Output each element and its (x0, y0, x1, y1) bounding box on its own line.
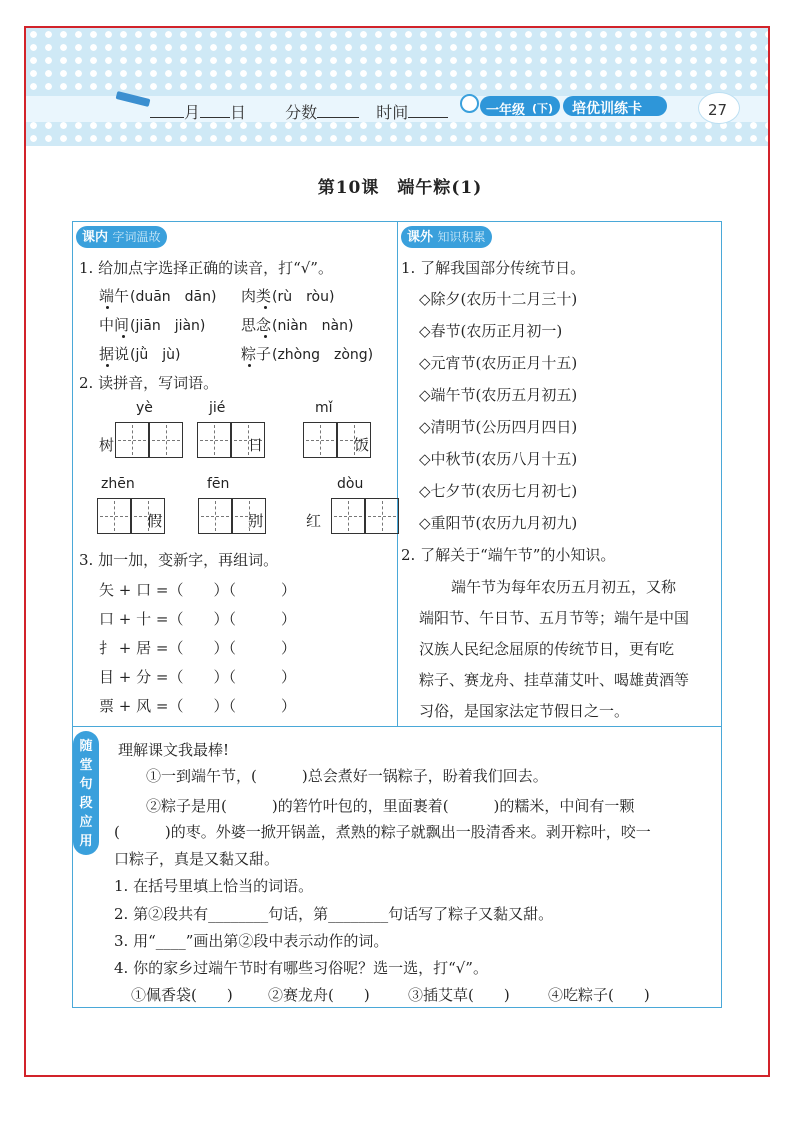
side-tag-char: 句 (79, 777, 93, 792)
option-4[interactable]: ④吃粽子( ) (548, 986, 650, 1004)
festival-item: ◇元宵节(农历正月十五) (419, 354, 578, 372)
writing-grid-cell[interactable] (197, 422, 231, 458)
writing-grid-cell[interactable] (331, 498, 365, 534)
q3-prompt: 3. 加一加，变新字，再组词。 (79, 551, 279, 569)
score-blank[interactable] (317, 103, 359, 118)
time-label: 时间 (376, 103, 409, 122)
score-label: 分数 (285, 103, 318, 122)
date-score-time-line (150, 100, 448, 123)
q2-char-3: 饭 (354, 436, 370, 454)
q1-pinyin-1[interactable]: (duān dān) (130, 289, 217, 305)
month-label: 月 (184, 103, 201, 122)
knowledge-line: 粽子、赛龙舟、挂草蒲艾叶、喝雄黄酒等 (419, 671, 690, 689)
q2-char-2: 日 (248, 436, 264, 454)
right-tag-sub: 知识积累 (437, 230, 486, 244)
side-tag-char: 段 (79, 796, 93, 811)
knowledge-line: 端阳节、午日节、五月节等；端午是中国 (419, 609, 690, 627)
writing-grid-cell[interactable] (115, 422, 149, 458)
writing-grid-cell[interactable] (149, 422, 183, 458)
q1-word-3: 中间 (99, 316, 130, 334)
q1-word-2: 肉类 (241, 287, 272, 305)
lesson-title: 第10课 端午粽(1) (317, 178, 483, 198)
q1-pinyin-3[interactable]: (jiān jiàn) (130, 318, 206, 334)
q2-pinyin-3: mǐ (315, 400, 333, 416)
q2-char-6: 红 (306, 512, 322, 530)
left-section-tag (76, 226, 167, 248)
page-number: 27 (708, 101, 728, 119)
q1-pinyin-2[interactable]: (rù ròu) (272, 289, 335, 305)
festival-item: ◇七夕节(农历七月初七) (419, 482, 578, 500)
festival-item: ◇端午节(农历五月初五) (419, 386, 578, 404)
emphasis-dot (264, 335, 267, 338)
festival-item: ◇中秋节(农历八月十五) (419, 450, 578, 468)
q2-char-4: 假 (147, 512, 163, 530)
writing-grid-cell[interactable] (303, 422, 337, 458)
clock-icon (460, 94, 479, 113)
q1-pinyin-6[interactable]: (zhòng zòng) (272, 347, 374, 363)
passage-line: 口粽子，真是又黏又甜。 (114, 850, 280, 868)
day-label: 日 (230, 103, 247, 122)
q1-prompt: 1. 给加点字选择正确的读音，打“√”。 (79, 259, 333, 277)
emphasis-dot (106, 364, 109, 367)
emphasis-dot (248, 364, 251, 367)
q2-pinyin-5: fēn (207, 476, 230, 492)
right-section-tag (401, 226, 492, 248)
q2-pinyin-1: yè (136, 400, 153, 416)
grade-badge-text: 一年级 (486, 103, 526, 118)
card-name-text: 培优训练卡 (572, 101, 642, 117)
q3-item-4[interactable]: 目 + 分 =（ ）（ ） (99, 668, 296, 686)
q3-item-5[interactable]: 票 + 风 =（ ）（ ） (99, 697, 296, 715)
side-tag-char: 随 (79, 739, 93, 754)
left-tag-main: 课内 (82, 230, 109, 245)
passage-line: ( )的枣。外婆一掀开锅盖，煮熟的粽子就飘出一股清香来。剥开粽叶，咬一 (114, 823, 651, 841)
bottom-section-tag (73, 731, 99, 855)
month-blank[interactable] (150, 103, 184, 118)
q2-pinyin-2: jié (209, 400, 226, 416)
writing-grid-cell[interactable] (198, 498, 232, 534)
side-tag-char: 应 (79, 815, 93, 830)
time-blank[interactable] (408, 103, 448, 118)
writing-grid-cell[interactable] (365, 498, 399, 534)
emphasis-dot (264, 306, 267, 309)
side-tag-char: 堂 (79, 758, 93, 773)
question-4: 4. 你的家乡过端午节时有哪些习俗呢？选一选，打“√”。 (114, 959, 488, 977)
festival-item: ◇除夕(农历十二月三十) (419, 290, 578, 308)
q2-pinyin-6: dòu (337, 476, 364, 492)
knowledge-line: 汉族人民纪念屈原的传统节日，更有吃 (419, 640, 675, 658)
right-tag-main: 课外 (407, 230, 434, 245)
q1-word-4: 思念 (241, 316, 272, 334)
q3-item-2[interactable]: 口 + 十 =（ ）（ ） (99, 610, 296, 628)
option-1[interactable]: ①佩香袋( ) (131, 986, 233, 1004)
q2-pinyin-4: zhēn (101, 476, 135, 492)
grade-badge-sub: (下) (532, 102, 554, 115)
knowledge-line: 习俗，是国家法定节假日之一。 (419, 702, 630, 720)
q1-word-5: 据说 (99, 345, 130, 363)
left-tag-sub: 字词温故 (112, 230, 161, 244)
q1-pinyin-5[interactable]: (jǜ jù) (130, 347, 181, 363)
question-3: 3. 用“____”画出第②段中表示动作的词。 (114, 932, 389, 950)
option-2[interactable]: ②赛龙舟( ) (268, 986, 370, 1004)
q2-char-5: 别 (248, 512, 264, 530)
knowledge-line: 端午节为每年农历五月初五，又称 (451, 578, 677, 596)
q3-item-1[interactable]: 矢 + 口 =（ ）（ ） (99, 581, 296, 599)
emphasis-dot (122, 335, 125, 338)
q1-word-1: 端午 (99, 287, 130, 305)
day-blank[interactable] (200, 103, 230, 118)
emphasis-dot (106, 306, 109, 309)
side-tag-char: 用 (79, 834, 93, 849)
passage-heading: 理解课文我最棒! (118, 741, 230, 759)
question-2[interactable]: 2. 第②段共有________句话，第________句话写了粽子又黏又甜。 (114, 905, 554, 923)
writing-grid-cell[interactable] (97, 498, 131, 534)
right-q2-prompt: 2. 了解关于“端午节”的小知识。 (401, 546, 616, 564)
passage-line: ①一到端午节，( )总会煮好一锅粽子，盼着我们回去。 (146, 767, 548, 785)
q2-prompt: 2. 读拼音，写词语。 (79, 374, 219, 392)
right-q1-prompt: 1. 了解我国部分传统节日。 (401, 259, 586, 277)
passage-line: ②粽子是用( )的箬竹叶包的，里面裹着( )的糯米，中间有一颗 (146, 797, 635, 815)
question-1: 1. 在括号里填上恰当的词语。 (114, 877, 314, 895)
q2-char-1: 树 (99, 436, 115, 454)
festival-item: ◇重阳节(农历九月初九) (419, 514, 578, 532)
q1-word-6: 粽子 (241, 345, 272, 363)
q1-pinyin-4[interactable]: (niàn nàn) (272, 318, 354, 334)
festival-item: ◇春节(农历正月初一) (419, 322, 563, 340)
option-3[interactable]: ③插艾草( ) (408, 986, 510, 1004)
q3-item-3[interactable]: 扌 + 居 =（ ）（ ） (99, 639, 296, 657)
festival-item: ◇清明节(公历四月四日) (419, 418, 578, 436)
